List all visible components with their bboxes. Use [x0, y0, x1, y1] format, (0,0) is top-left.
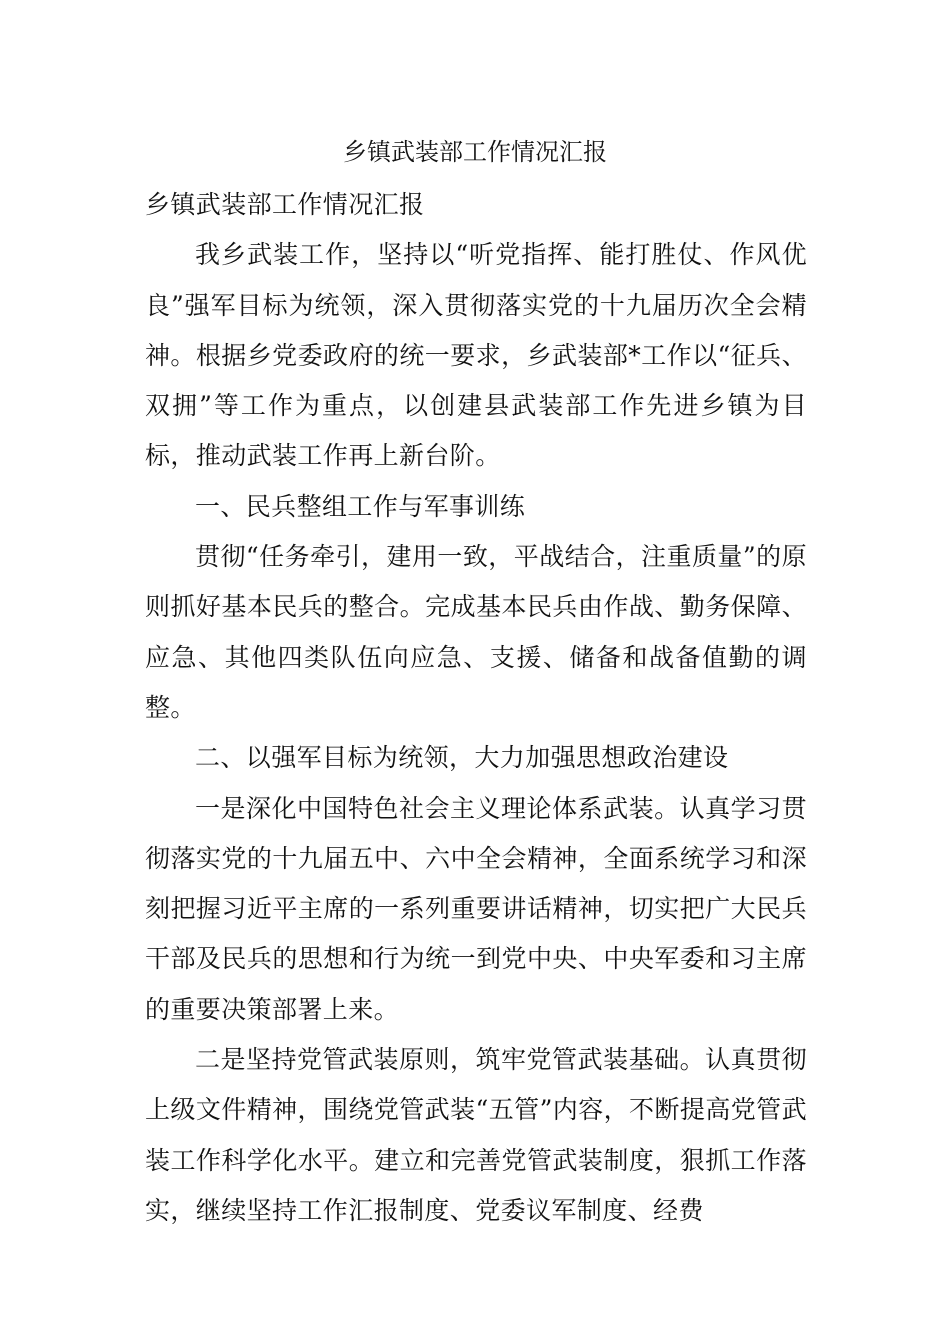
- section-heading-2: 二、以强军目标为统领，大力加强思想政治建设: [195, 743, 729, 773]
- section-heading-1: 一、民兵整组工作与军事训练: [195, 491, 526, 521]
- document-body: [145, 180, 807, 1236]
- document-title: 乡镇武装部工作情况汇报: [343, 138, 607, 166]
- paragraph-militia-reorganization: 贯彻“任务牵引，建用一致，平战结合，注重质量”的原则抓好基本民兵的整合。完成基本民兵由作战、勤务保障、应急、其他四类队伍向应急、支援、储备和战备值勤的调整。: [145, 542, 807, 722]
- paragraph-intro: 我乡武装工作，坚持以“听党指挥、能打胜仗、作风优良”强军目标为统领，深入贯彻落实党的十九届历次全会精神。根据乡党委政府的统一要求，乡武装部*工作以“征兵、双拥”等工作为重点，以创建县武装部工作先进乡镇为目标，推动武装工作再上新台阶。: [145, 240, 807, 471]
- document-subtitle: 乡镇武装部工作情况汇报: [145, 190, 425, 219]
- paragraph-theory-study: 一是深化中国特色社会主义理论体系武装。认真学习贯彻落实党的十九届五中、六中全会精神，全面系统学习和深刻把握习近平主席的一系列重要讲话精神，切实把广大民兵干部及民兵的思想和行为统一到党中央、中央军委和习主席的重要决策部署上来。: [145, 793, 807, 1024]
- paragraph-party-leadership: 二是坚持党管武装原则，筑牢党管武装基础。认真贯彻上级文件精神，围绕党管武装“五管”内容，不断提高党管武装工作科学化水平。建立和完善党管武装制度，狠抓工作落实，继续坚持工作汇报制度、党委议军制度、经费: [145, 1045, 807, 1225]
